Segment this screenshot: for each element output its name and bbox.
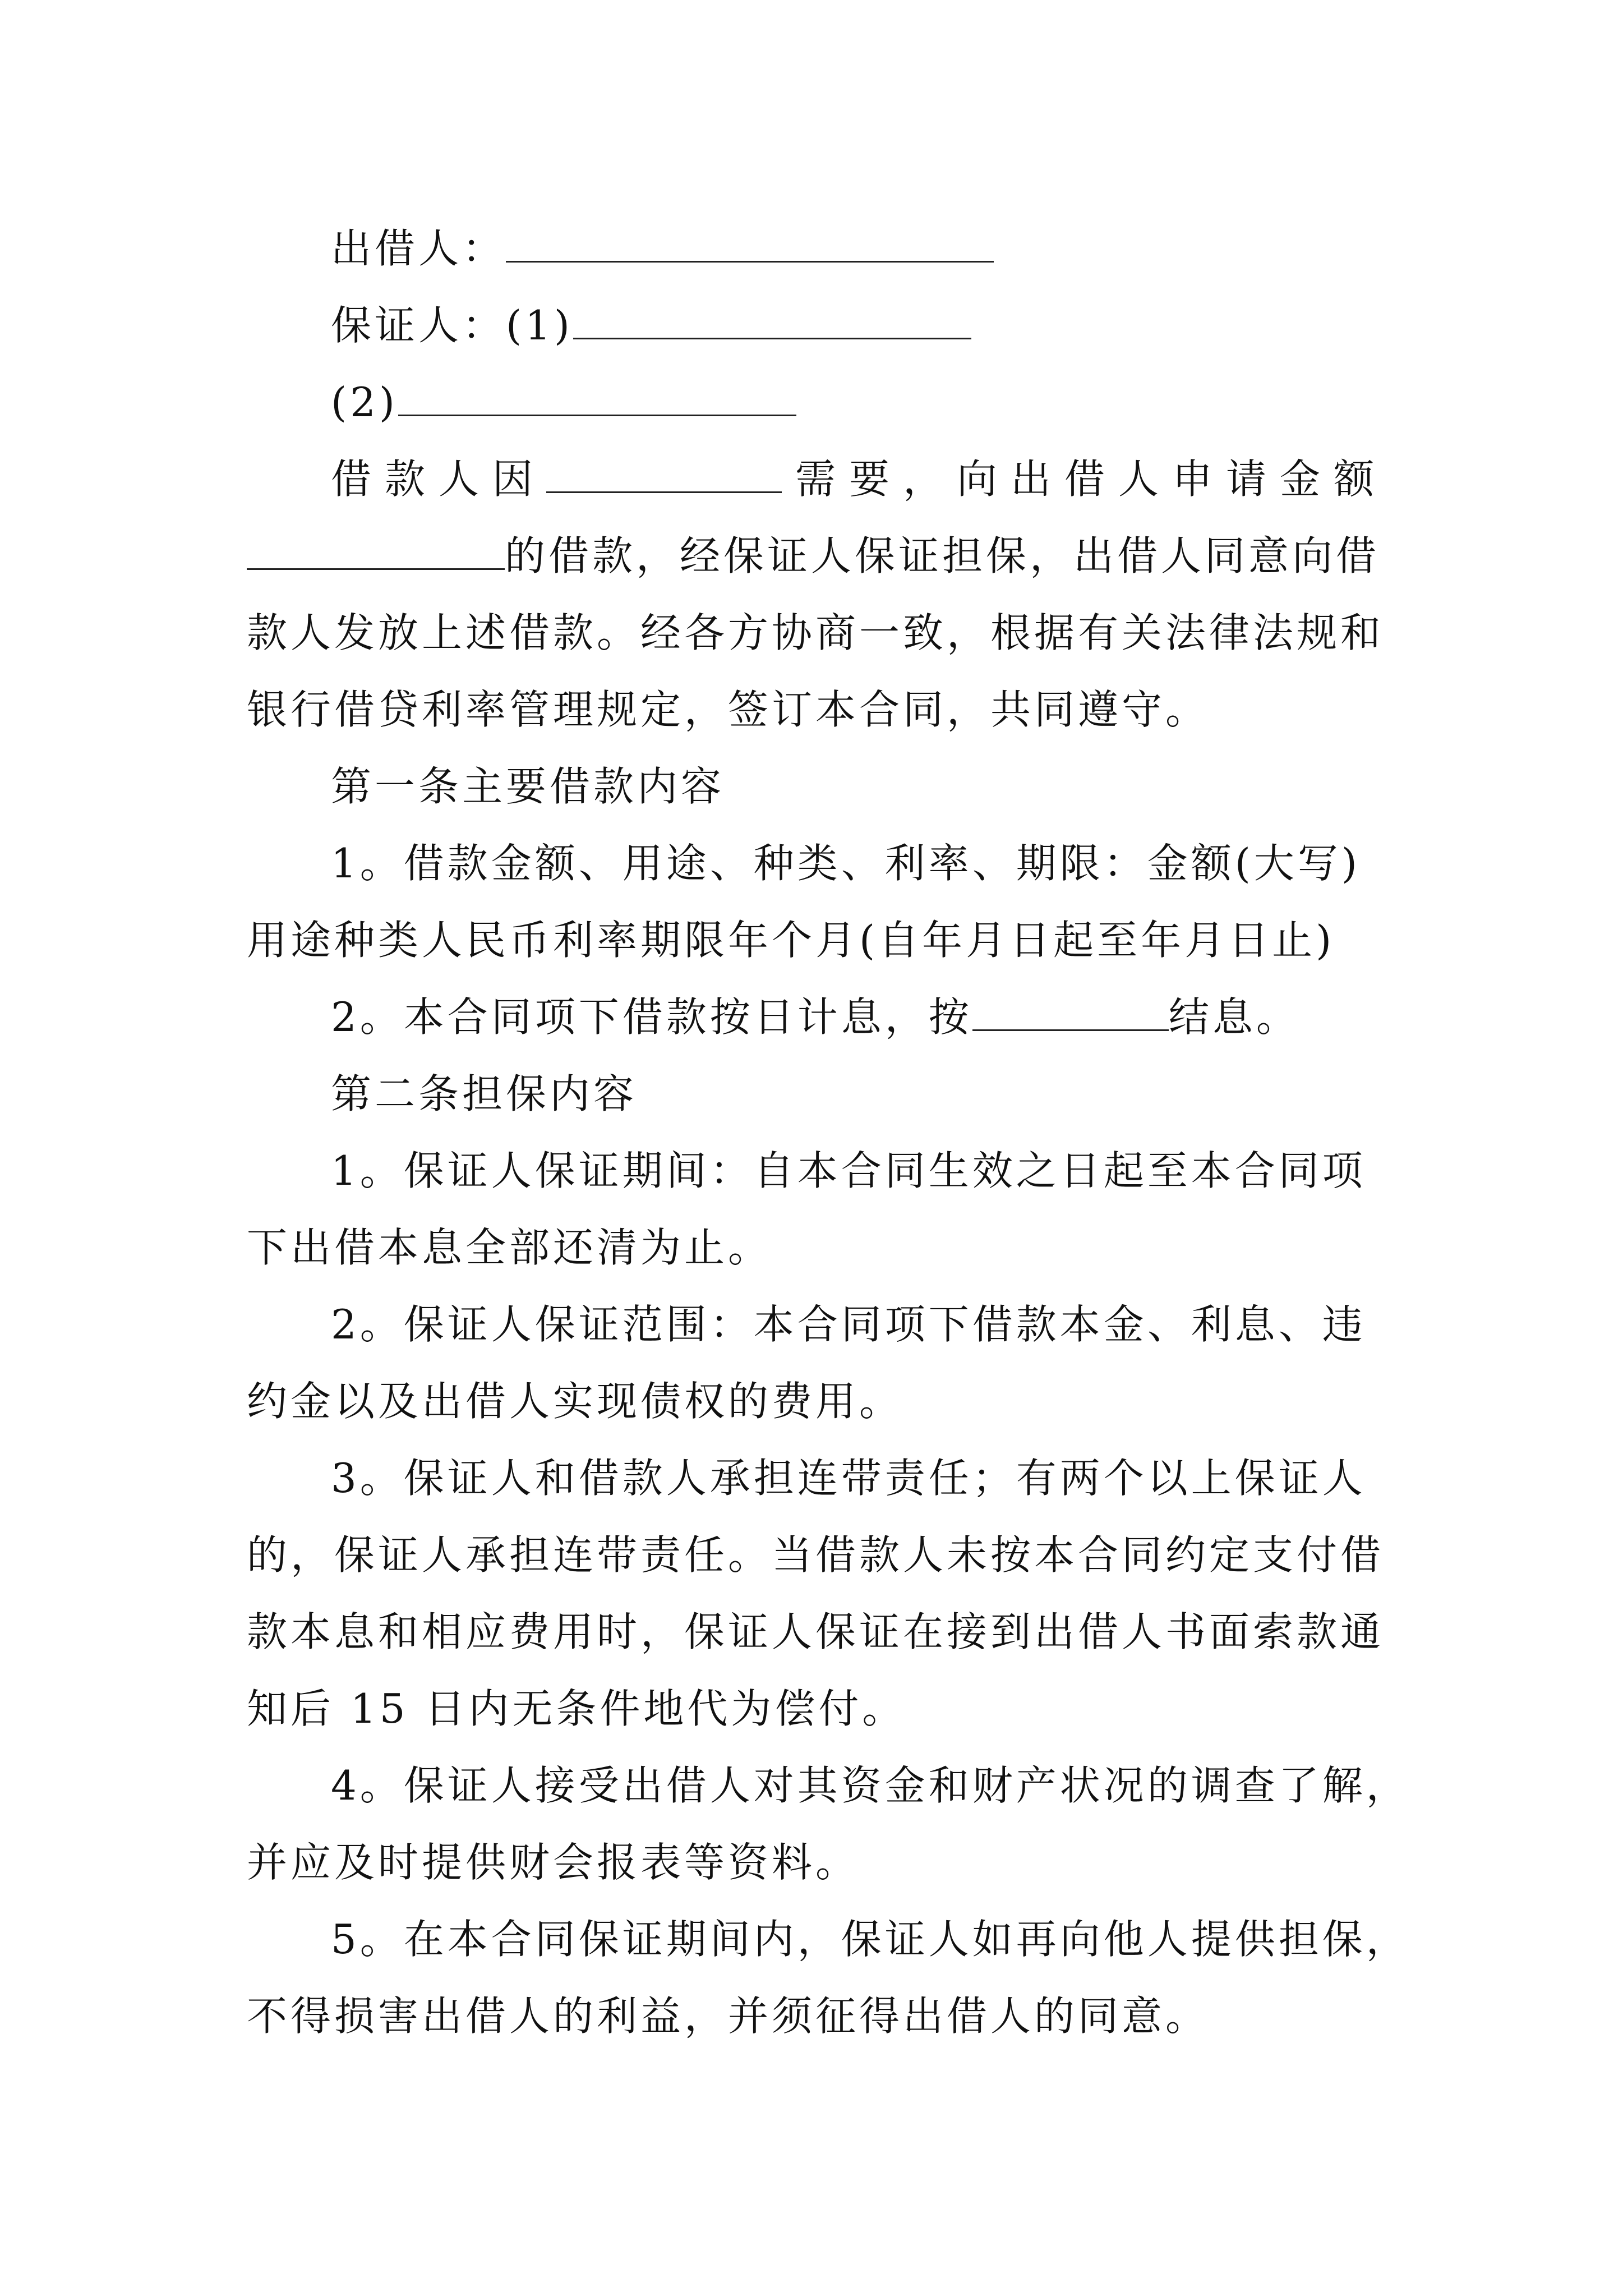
text-line-intro-4 [247, 671, 1374, 748]
text-segment: 第二条担保内容 [331, 1070, 638, 1117]
text-segment: 款本息和相应费用时，保证人保证在接到出借人书面索款通 [247, 1608, 1385, 1655]
text-line-intro-2 [247, 518, 1380, 595]
text-segment: (2) [331, 379, 398, 426]
text-line-art2-2b [247, 1363, 1374, 1440]
text-segment: 2。保证人保证范围：本合同项下借款本金、利息、违 [331, 1301, 1366, 1348]
fill-in-blank [573, 305, 971, 339]
text-segment: 不得损害出借人的利益，并须征得出借人的同意。 [247, 1993, 1210, 2040]
text-line-intro-3 [247, 595, 1385, 671]
text-line-art1-title [247, 748, 1374, 825]
text-line-art2-3d [247, 1671, 1374, 1747]
text-segment: 2。本合同项下借款按日计息，按 [331, 993, 972, 1041]
text-segment: 知后 15 日内无条件地代为偿付。 [247, 1685, 906, 1732]
text-segment: 的，保证人承担连带责任。当借款人未按本合同约定支付借 [247, 1531, 1385, 1579]
text-line-art2-4b [247, 1824, 1374, 1901]
text-line-art1-1b [247, 902, 1374, 979]
text-segment: 出借人： [331, 225, 506, 272]
text-line-art2-title [247, 1056, 1374, 1133]
text-segment: 保证人：(1) [331, 302, 573, 349]
fill-in-blank [398, 382, 796, 416]
fill-in-blank [546, 459, 782, 493]
contract-body [247, 210, 1410, 2055]
text-segment: 约金以及出借人实现债权的费用。 [247, 1378, 903, 1425]
text-line-art1-2 [247, 979, 1374, 1056]
text-segment: 3。保证人和借款人承担连带责任；有两个以上保证人 [331, 1455, 1366, 1502]
text-segment: 用途种类人民币利率期限年个月(自年月日起至年月日止) [247, 917, 1335, 964]
text-segment: 第一条主要借款内容 [331, 763, 725, 810]
text-line-intro-1 [247, 441, 1374, 518]
text-line-guarantor-2 [247, 364, 1374, 441]
text-line-lender [247, 210, 1374, 287]
text-line-art2-2a [247, 1286, 1374, 1363]
text-segment: 5。在本合同保证期间内，保证人如再向他人提供担保， [331, 1916, 1410, 1963]
text-segment: 款人发放上述借款。经各方协商一致，根据有关法律法规和 [247, 609, 1385, 656]
text-segment: 4。保证人接受出借人对其资金和财产状况的调查了解， [331, 1762, 1410, 1809]
text-segment: 下出借本息全部还清为止。 [247, 1224, 772, 1271]
text-segment: 并应及时提供财会报表等资料。 [247, 1839, 860, 1886]
text-line-guarantor-1 [247, 287, 1374, 364]
text-line-art2-5a [247, 1901, 1410, 1978]
text-segment: 借款人因 [331, 455, 546, 503]
text-segment: 结息。 [1168, 993, 1300, 1041]
text-segment: 1。保证人保证期间：自本合同生效之日起至本合同项 [331, 1147, 1366, 1194]
text-segment: 需要，向出借人申请金额 [782, 455, 1374, 503]
text-segment: 1。借款金额、用途、种类、利率、期限：金额(大写) [331, 840, 1361, 887]
text-segment: 的借款，经保证人保证担保，出借人同意向借 [505, 532, 1380, 579]
text-line-art2-3a [247, 1440, 1374, 1517]
fill-in-blank [506, 228, 994, 263]
text-line-art2-1b [247, 1209, 1374, 1286]
fill-in-blank [247, 536, 505, 570]
text-line-art2-3b [247, 1517, 1385, 1594]
fill-in-blank [972, 997, 1169, 1031]
text-line-art1-1a [247, 825, 1374, 902]
text-segment: 银行借贷利率管理规定，签订本合同，共同遵守。 [247, 686, 1210, 733]
text-line-art2-3c [247, 1594, 1385, 1671]
text-line-art2-5b [247, 1978, 1374, 2055]
text-line-art2-4a [247, 1747, 1410, 1824]
text-line-art2-1a [247, 1133, 1374, 1209]
